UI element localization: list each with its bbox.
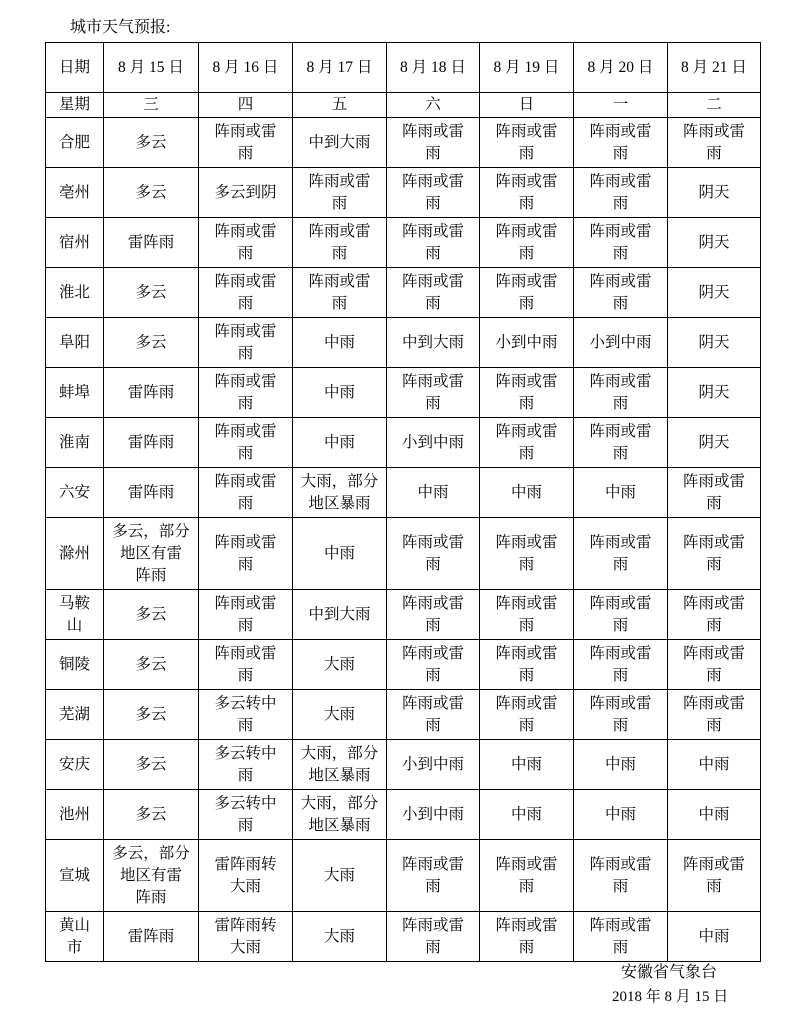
city-row [46,590,761,640]
forecast-cell: 阵雨或雷 雨 [480,368,574,418]
forecast-cell: 阵雨或雷 雨 [480,218,574,268]
city-row [46,740,761,790]
forecast-cell: 雷阵雨转 大雨 [199,840,293,912]
issuer-name: 安徽省气象台 [621,964,718,981]
city-row [46,640,761,690]
city-name-cell: 亳州 [46,168,104,218]
forecast-cell: 阵雨或雷 雨 [199,218,293,268]
city-name-cell: 安庆 [46,740,104,790]
forecast-cell: 多云 [104,268,199,318]
forecast-cell: 多云 [104,640,199,690]
weekday-header-cell: 日 [480,93,574,118]
forecast-table [45,42,761,962]
forecast-cell: 多云转中 雨 [199,740,293,790]
city-name-cell: 铜陵 [46,640,104,690]
forecast-cell: 阵雨或雷 雨 [387,640,480,690]
forecast-cell: 大雨 [293,640,387,690]
date-header-row [46,43,761,93]
forecast-cell: 阵雨或雷 雨 [480,912,574,962]
forecast-cell: 阵雨或雷 雨 [387,368,480,418]
date-header-cell: 8 月 18 日 [387,43,480,93]
city-row [46,468,761,518]
city-name-cell: 淮北 [46,268,104,318]
city-row [46,912,761,962]
forecast-cell: 阵雨或雷 雨 [387,840,480,912]
forecast-cell: 雷阵雨 [104,468,199,518]
forecast-cell: 阵雨或雷 雨 [387,912,480,962]
date-header-cell: 8 月 21 日 [668,43,761,93]
forecast-cell: 雷阵雨 [104,218,199,268]
forecast-cell: 阵雨或雷 雨 [574,590,668,640]
forecast-cell: 阵雨或雷 雨 [480,590,574,640]
forecast-cell: 中到大雨 [387,318,480,368]
city-name-cell: 芜湖 [46,690,104,740]
forecast-cell: 阴天 [668,168,761,218]
weekday-header-cell: 五 [293,93,387,118]
forecast-cell: 阵雨或雷 雨 [293,268,387,318]
forecast-cell: 阵雨或雷 雨 [574,640,668,690]
forecast-cell: 阵雨或雷 雨 [480,640,574,690]
forecast-cell: 中雨 [293,318,387,368]
forecast-cell: 雷阵雨 [104,912,199,962]
forecast-cell: 阵雨或雷 雨 [574,168,668,218]
city-row [46,518,761,590]
forecast-cell: 阵雨或雷 雨 [387,168,480,218]
forecast-cell: 阵雨或雷 雨 [668,640,761,690]
forecast-cell: 雷阵雨转 大雨 [199,912,293,962]
forecast-cell: 阵雨或雷 雨 [199,318,293,368]
city-row [46,790,761,840]
forecast-cell: 阵雨或雷 雨 [668,590,761,640]
forecast-cell: 阴天 [668,368,761,418]
forecast-cell: 中雨 [480,468,574,518]
date-header-label: 日期 [46,43,104,93]
forecast-cell: 阵雨或雷 雨 [574,912,668,962]
forecast-cell: 阵雨或雷 雨 [387,218,480,268]
forecast-cell: 中雨 [668,912,761,962]
forecast-cell: 中雨 [574,790,668,840]
forecast-cell: 阵雨或雷 雨 [199,418,293,468]
forecast-cell: 小到中雨 [574,318,668,368]
weekday-header-cell: 三 [104,93,199,118]
forecast-cell: 阵雨或雷 雨 [574,690,668,740]
forecast-cell: 中雨 [480,740,574,790]
city-row [46,368,761,418]
forecast-cell: 阴天 [668,218,761,268]
forecast-cell: 阵雨或雷 雨 [199,640,293,690]
city-row [46,690,761,740]
city-name-cell: 淮南 [46,418,104,468]
date-header-cell: 8 月 17 日 [293,43,387,93]
forecast-cell: 阵雨或雷 雨 [293,168,387,218]
forecast-cell: 阵雨或雷 雨 [574,840,668,912]
forecast-cell: 多云 [104,790,199,840]
forecast-cell: 多云 [104,168,199,218]
forecast-cell: 多云转中 雨 [199,790,293,840]
forecast-cell: 阵雨或雷 雨 [199,590,293,640]
forecast-cell: 小到中雨 [480,318,574,368]
forecast-cell: 多云到阴 [199,168,293,218]
forecast-cell: 多云 [104,118,199,168]
forecast-cell: 中雨 [293,418,387,468]
weekday-header-cell: 一 [574,93,668,118]
forecast-cell: 多云 [104,690,199,740]
forecast-cell: 雷阵雨 [104,368,199,418]
forecast-cell: 多云，部分 地区有雷 阵雨 [104,840,199,912]
forecast-cell: 大雨 [293,840,387,912]
forecast-cell: 大雨，部分 地区暴雨 [293,740,387,790]
forecast-cell: 阵雨或雷 雨 [199,268,293,318]
forecast-cell: 阵雨或雷 雨 [668,468,761,518]
city-name-cell: 蚌埠 [46,368,104,418]
forecast-cell: 阵雨或雷 雨 [574,418,668,468]
forecast-cell: 阵雨或雷 雨 [480,690,574,740]
date-header-cell: 8 月 15 日 [104,43,199,93]
forecast-cell: 阵雨或雷 雨 [387,268,480,318]
city-name-cell: 马鞍 山 [46,590,104,640]
forecast-cell: 中雨 [387,468,480,518]
forecast-cell: 阴天 [668,418,761,468]
forecast-cell: 多云 [104,590,199,640]
forecast-cell: 阵雨或雷 雨 [574,368,668,418]
forecast-cell: 阵雨或雷 雨 [574,218,668,268]
forecast-cell: 阴天 [668,268,761,318]
city-row [46,118,761,168]
city-name-cell: 滁州 [46,518,104,590]
forecast-cell: 阵雨或雷 雨 [574,518,668,590]
weekday-header-cell: 四 [199,93,293,118]
city-row [46,318,761,368]
forecast-cell: 中到大雨 [293,118,387,168]
forecast-cell: 阵雨或雷 雨 [668,690,761,740]
forecast-cell: 阵雨或雷 雨 [480,840,574,912]
date-header-cell: 8 月 20 日 [574,43,668,93]
forecast-cell: 中雨 [574,740,668,790]
forecast-cell: 小到中雨 [387,740,480,790]
forecast-cell: 中雨 [293,368,387,418]
city-row [46,418,761,468]
forecast-cell: 阵雨或雷 雨 [293,218,387,268]
forecast-cell: 大雨 [293,912,387,962]
forecast-cell: 中雨 [668,740,761,790]
forecast-cell: 阵雨或雷 雨 [199,118,293,168]
forecast-cell: 雷阵雨 [104,418,199,468]
city-row [46,840,761,912]
forecast-cell: 阵雨或雷 雨 [387,590,480,640]
city-row [46,268,761,318]
city-name-cell: 阜阳 [46,318,104,368]
forecast-cell: 阵雨或雷 雨 [668,518,761,590]
forecast-cell: 阵雨或雷 雨 [480,118,574,168]
forecast-cell: 中雨 [668,790,761,840]
forecast-cell: 阵雨或雷 雨 [387,118,480,168]
forecast-cell: 阵雨或雷 雨 [387,518,480,590]
forecast-cell: 大雨，部分 地区暴雨 [293,468,387,518]
forecast-cell: 中雨 [480,790,574,840]
city-row [46,218,761,268]
forecast-cell: 阵雨或雷 雨 [668,118,761,168]
forecast-cell: 多云，部分 地区有雷 阵雨 [104,518,199,590]
forecast-cell: 多云 [104,318,199,368]
city-name-cell: 池州 [46,790,104,840]
city-name-cell: 合肥 [46,118,104,168]
forecast-cell: 大雨，部分 地区暴雨 [293,790,387,840]
city-row [46,168,761,218]
forecast-cell: 阵雨或雷 雨 [574,118,668,168]
date-header-cell: 8 月 19 日 [480,43,574,93]
forecast-cell: 阵雨或雷 雨 [199,468,293,518]
forecast-cell: 阵雨或雷 雨 [668,840,761,912]
forecast-cell: 中雨 [574,468,668,518]
date-header-cell: 8 月 16 日 [199,43,293,93]
forecast-cell: 阵雨或雷 雨 [480,518,574,590]
page-title: 城市天气预报: [70,19,171,36]
forecast-cell: 多云转中 雨 [199,690,293,740]
forecast-cell: 中雨 [293,518,387,590]
weekday-header-cell: 二 [668,93,761,118]
forecast-cell: 大雨 [293,690,387,740]
forecast-cell: 阵雨或雷 雨 [574,268,668,318]
forecast-cell: 阵雨或雷 雨 [480,268,574,318]
weekday-header-label: 星期 [46,93,104,118]
forecast-cell: 阵雨或雷 雨 [480,418,574,468]
city-name-cell: 黄山 市 [46,912,104,962]
city-name-cell: 六安 [46,468,104,518]
city-name-cell: 宣城 [46,840,104,912]
issue-date: 2018 年 8 月 15 日 [612,989,729,1005]
forecast-cell: 中到大雨 [293,590,387,640]
forecast-cell: 阴天 [668,318,761,368]
forecast-cell: 小到中雨 [387,418,480,468]
forecast-cell: 阵雨或雷 雨 [199,518,293,590]
city-name-cell: 宿州 [46,218,104,268]
forecast-cell: 小到中雨 [387,790,480,840]
forecast-cell: 多云 [104,740,199,790]
weekday-header-row [46,93,761,118]
forecast-cell: 阵雨或雷 雨 [199,368,293,418]
forecast-cell: 阵雨或雷 雨 [480,168,574,218]
forecast-cell: 阵雨或雷 雨 [387,690,480,740]
weekday-header-cell: 六 [387,93,480,118]
